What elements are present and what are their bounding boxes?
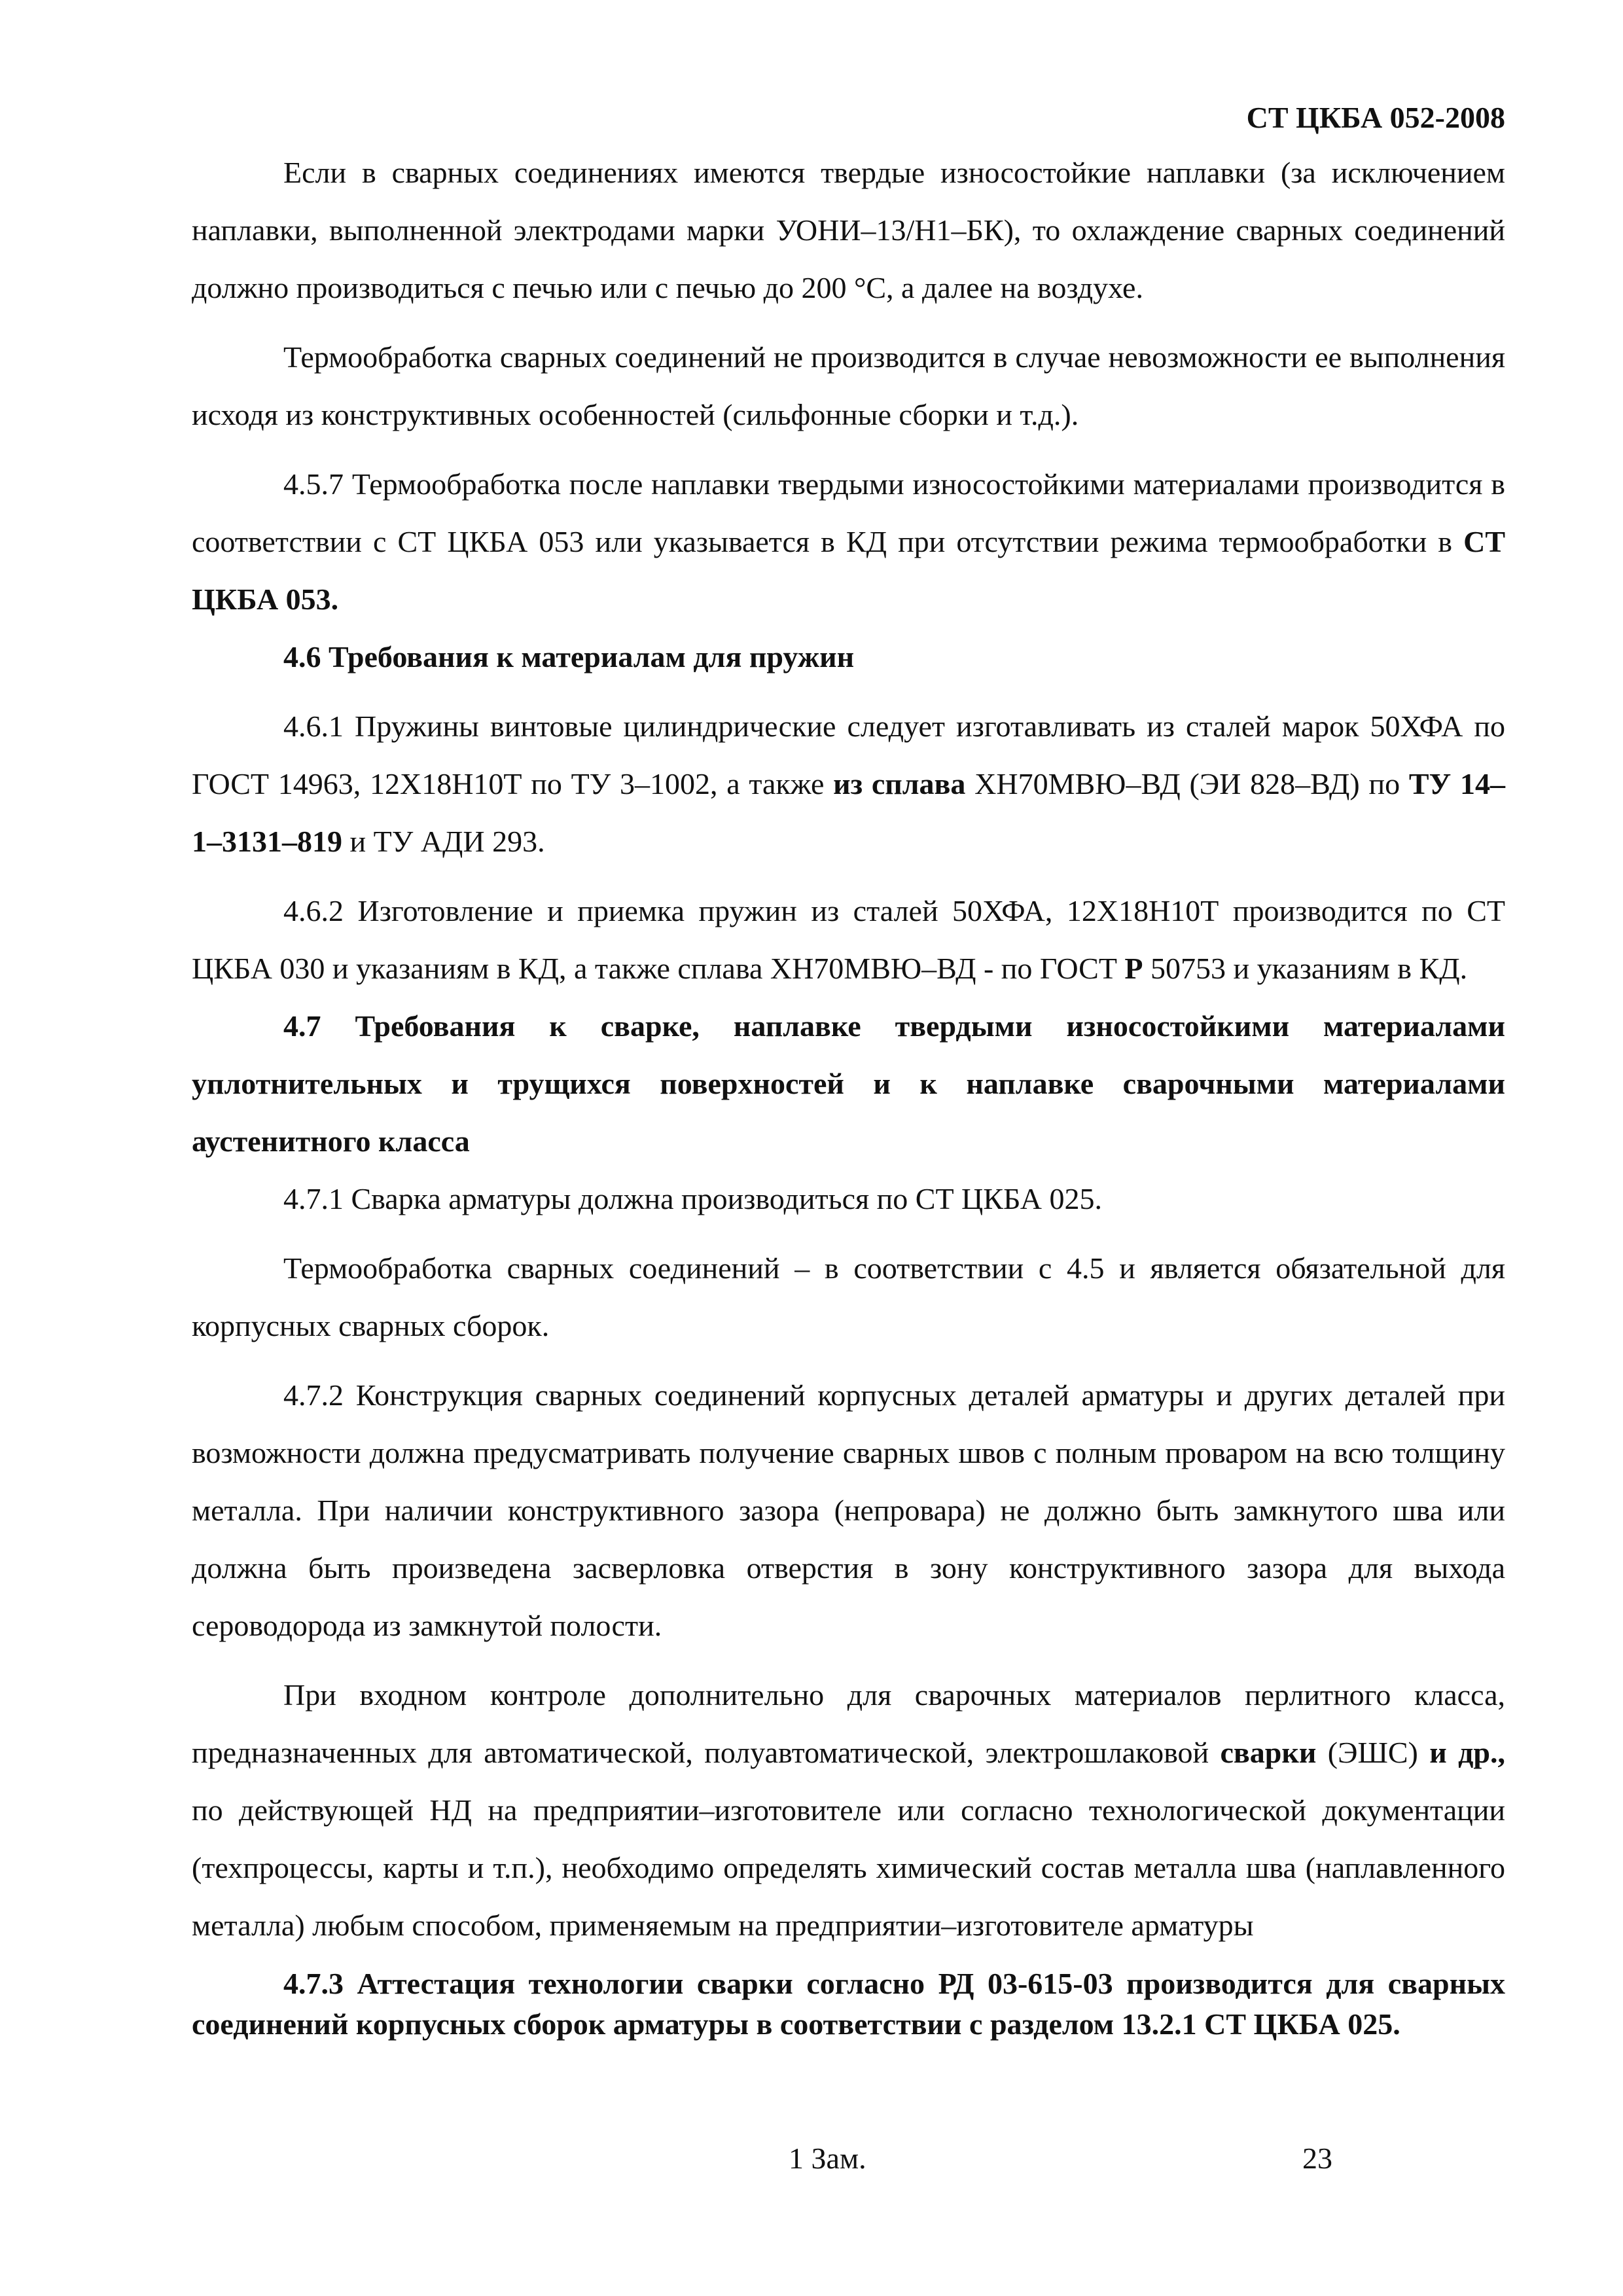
paragraph-4-6-2-text-a: 4.6.2 Изготовление и приемка пружин из сталей 50ХФА, 12Х18Н10Т производится по СТ ЦКБА 030 и указаниям в КД, а также сплава ХН70МВЮ–ВД - по ГОСТ xyxy=(192,894,1505,985)
paragraph-4-7-1: 4.7.1 Сварка арматуры должна производиться по СТ ЦКБА 025. xyxy=(283,1182,1102,1215)
paragraph-no-heat-treatment: Термообработка сварных соединений не производится в случае невозможности ее выполнения исходя из конструктивных особенностей (сильфонные сборки и т.д.). xyxy=(192,340,1505,431)
section-heading-4-6: 4.6 Требования к материалам для пружин xyxy=(283,640,855,673)
section-heading-4-7-3: 4.7.3 Аттестация технологии сварки согласно РД 03-615-03 производится для сварных соединений корпусных сборок арматуры в соответствии с разделом 13.2.1 СТ ЦКБА 025. xyxy=(192,1967,1505,2041)
paragraph-input-control-text-c: (ЭШС) xyxy=(1316,1736,1430,1769)
paragraph-4-6-2-bold-r: Р xyxy=(1124,952,1143,985)
paragraph-4-6-1 xyxy=(192,698,1505,870)
paragraph-input-control-bold-etc: и др., xyxy=(1429,1736,1506,1769)
paragraph-4-5-7-bold-ref: СТ ЦКБА 053. xyxy=(192,525,1505,616)
document-page xyxy=(192,98,1505,2045)
paragraph-4-6-1-bold-tu: ТУ 14–1–3131–819 xyxy=(192,767,1505,858)
paragraph-input-control xyxy=(192,1666,1505,1954)
paragraph-4-7-2: 4.7.2 Конструкция сварных соединений корпусных деталей арматуры и других деталей при возможности должна предусматривать получение сварных швов с полным проваром на всю толщину металла. При наличии конструктивного зазора (непровара) не должно быть замкнутого шва или должна быть произведена засверловка отверстия в зону конструктивного зазора для выхода сероводорода из замкнутой полости. xyxy=(192,1378,1505,1642)
paragraph-input-control-bold-welding: сварки xyxy=(1220,1736,1317,1769)
document-code: СТ ЦКБА 052-2008 xyxy=(1246,101,1505,134)
paragraph-input-control-text-a: При входном контроле дополнительно для сварочных материалов перлитного класса, предназначенных для автоматической, полуавтоматической, электрошлаковой xyxy=(192,1678,1505,1769)
paragraph-cooling: Если в сварных соединениях имеются твердые износостойкие наплавки (за исключением наплавки, выполненной электродами марки УОНИ–13/Н1–БК), то охлаждение сварных соединений должно производиться с печью или с печью до 200 °С, а далее на воздухе. xyxy=(192,156,1505,304)
paragraph-4-6-1-text-a: 4.6.1 Пружины винтовые цилиндрические следует изготавливать из сталей марок 50ХФА по ГОСТ 14963, 12Х18Н10Т по ТУ 3–1002, а также xyxy=(192,709,1505,800)
paragraph-input-control-text-e: по действующей НД на предприятии–изготовителе или согласно технологической документации (техпроцессы, карты и т.п.), необходимо определять химический состав металла шва (наплавленного металла) любым способом, применяемым на предприятии–изготовителе арматуры xyxy=(192,1793,1505,1942)
paragraph-4-5-7-text: 4.5.7 Термообработка после наплавки твердыми износостойкими материалами производится в соответствии с СТ ЦКБА 053 или указывается в КД при отсутствии режима термообработки в xyxy=(192,467,1505,558)
section-heading-4-7: 4.7 Требования к сварке, наплавке твердыми износостойкими материалами уплотнительных и трущихся поверхностей и к наплавке сварочными материалами аустенитного класса xyxy=(192,1009,1505,1158)
paragraph-4-6-1-bold-alloy: из сплава xyxy=(833,767,966,800)
page-number: 23 xyxy=(1302,2142,1332,2175)
paragraph-4-7-1-heat-treatment: Термообработка сварных соединений – в соответствии с 4.5 и является обязательной для корпусных сварных сборок. xyxy=(192,1251,1505,1342)
paragraph-4-6-1-text-c: ХН70МВЮ–ВД (ЭИ 828–ВД) по xyxy=(965,767,1409,800)
paragraph-4-6-2-text-c: 50753 и указаниям в КД. xyxy=(1143,952,1468,985)
change-note: 1 Зам. xyxy=(789,2142,866,2175)
paragraph-4-6-2 xyxy=(192,882,1505,997)
paragraph-4-6-1-text-e: и ТУ АДИ 293. xyxy=(342,825,545,858)
paragraph-4-5-7 xyxy=(192,456,1505,628)
